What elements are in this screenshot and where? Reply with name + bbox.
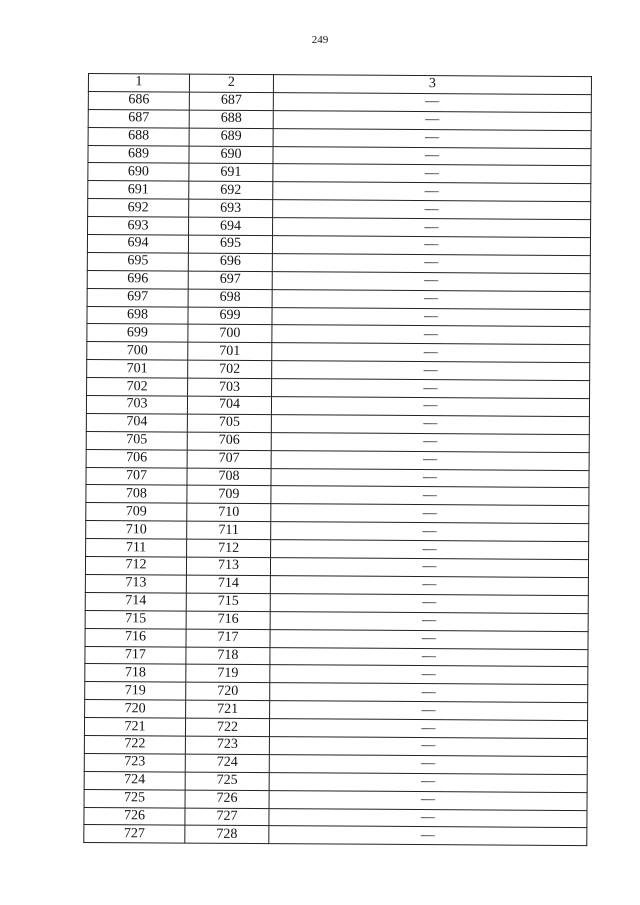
- table-cell-col-1: 710: [86, 521, 187, 540]
- table-cell-col-2: 701: [188, 342, 272, 360]
- table-cell-col-3: —: [271, 450, 589, 470]
- table-cell-col-3: —: [269, 826, 587, 846]
- table-cell-col-3: —: [273, 128, 591, 148]
- table-cell-col-2: 705: [187, 414, 271, 432]
- table-cell-col-3: —: [269, 790, 587, 810]
- table-cell-col-2: 702: [188, 360, 272, 378]
- table-cell-col-2: 725: [185, 772, 269, 790]
- table-cell-col-3: —: [273, 218, 591, 238]
- table-cell-col-1: 702: [87, 378, 188, 397]
- table-cell-col-3: —: [272, 325, 590, 345]
- table-cell-col-3: —: [271, 522, 589, 542]
- table-cell-col-1: 721: [84, 718, 185, 737]
- table-cell-col-2: 711: [187, 521, 271, 539]
- table-cell-col-2: 714: [186, 575, 270, 593]
- table-cell-col-3: —: [271, 432, 589, 452]
- table-cell-col-1: 696: [87, 270, 188, 289]
- table-cell-col-2: 713: [186, 557, 270, 575]
- table-cell-col-3: —: [272, 361, 590, 381]
- table-cell-col-3: —: [271, 397, 589, 417]
- table-cell-col-1: 711: [86, 539, 187, 558]
- table-cell-col-2: 716: [186, 611, 270, 629]
- table-cell-col-3: —: [270, 647, 588, 667]
- table-cell-col-2: 709: [187, 486, 271, 504]
- table-cell-col-3: —: [273, 182, 591, 202]
- table-cell-col-1: 700: [87, 342, 188, 361]
- table-cell-col-2: 688: [189, 110, 273, 128]
- table-cell-col-3: —: [270, 576, 588, 596]
- table-cell-col-3: —: [271, 486, 589, 506]
- table-cell-col-1: 703: [86, 396, 187, 415]
- table-cell-col-2: 696: [188, 253, 272, 271]
- table-cell-col-3: —: [269, 719, 587, 739]
- table-cell-col-1: 691: [88, 181, 189, 200]
- table-cell-col-2: 717: [186, 629, 270, 647]
- table-cell-col-1: 717: [85, 646, 186, 665]
- table-cell-col-3: —: [269, 737, 587, 757]
- table-cell-col-2: 719: [186, 664, 270, 682]
- table-cell-col-1: 718: [85, 664, 186, 683]
- table-cell-col-1: 694: [87, 235, 188, 254]
- table-cell-col-2: 726: [185, 790, 269, 808]
- table-cell-col-2: 720: [186, 682, 270, 700]
- table-cell-col-3: —: [271, 540, 589, 560]
- table-body: [84, 91, 592, 845]
- table-cell-col-2: 699: [188, 307, 272, 325]
- table-cell-col-2: 724: [185, 754, 269, 772]
- table-cell-col-2: 687: [189, 92, 273, 110]
- table-cell-col-1: 704: [86, 413, 187, 432]
- table-cell-col-1: 723: [84, 753, 185, 772]
- table-cell-col-2: 694: [189, 217, 273, 235]
- table-cell-col-2: 689: [189, 128, 273, 146]
- table-cell-col-3: —: [273, 164, 591, 184]
- table-cell-col-1: 719: [85, 682, 186, 701]
- table-cell-col-2: 718: [186, 647, 270, 665]
- column-header-3: 3: [273, 75, 591, 95]
- table-cell-col-2: 700: [188, 325, 272, 343]
- table-cell-col-2: 695: [188, 235, 272, 253]
- table-cell-col-2: 690: [189, 146, 273, 164]
- table-cell-col-1: 726: [84, 807, 185, 826]
- table-cell-col-1: 690: [88, 163, 189, 182]
- table-cell-col-3: —: [270, 611, 588, 631]
- table-cell-col-1: 725: [84, 789, 185, 808]
- table-cell-col-2: 728: [185, 826, 269, 844]
- table-cell-col-2: 721: [186, 700, 270, 718]
- table-cell-col-1: 727: [84, 825, 185, 844]
- table-cell-col-1: 707: [86, 467, 187, 486]
- table-cell-col-1: 715: [85, 610, 186, 629]
- table-cell-col-1: 701: [87, 360, 188, 379]
- page-number: 249: [311, 34, 329, 46]
- table-cell-col-3: —: [269, 772, 587, 792]
- table-cell-col-3: —: [273, 146, 591, 166]
- table-cell-col-1: 687: [88, 109, 189, 128]
- table-cell-col-3: —: [272, 307, 590, 327]
- table-cell-col-1: 692: [88, 199, 189, 218]
- table-cell-col-3: —: [273, 200, 591, 220]
- table-cell-col-1: 714: [85, 592, 186, 611]
- column-header-2: 2: [189, 74, 273, 92]
- table-cell-col-2: 692: [189, 181, 273, 199]
- table-cell-col-2: 712: [187, 539, 271, 557]
- table-cell-col-1: 706: [86, 449, 187, 468]
- table-cell-col-1: 699: [87, 324, 188, 343]
- table-cell-col-3: —: [270, 558, 588, 578]
- table-cell-col-2: 697: [188, 271, 272, 289]
- table-cell-col-2: 703: [188, 378, 272, 396]
- table-cell-col-2: 715: [186, 593, 270, 611]
- table-cell-col-1: 697: [87, 288, 188, 307]
- table-cell-col-1: 688: [88, 127, 189, 146]
- table-cell-col-1: 720: [85, 700, 186, 719]
- table-cell-col-2: 706: [187, 432, 271, 450]
- table-cell-col-3: —: [270, 629, 588, 649]
- table-cell-col-2: 710: [187, 503, 271, 521]
- table-cell-col-1: 708: [86, 485, 187, 504]
- table-cell-col-2: 698: [188, 289, 272, 307]
- table-cell-col-3: —: [273, 110, 591, 130]
- table-cell-col-1: 693: [88, 217, 189, 236]
- table-cell-col-3: —: [272, 343, 590, 363]
- table-cell-col-1: 698: [87, 306, 188, 325]
- table-cell-col-1: 689: [88, 145, 189, 164]
- table-cell-col-2: 708: [187, 468, 271, 486]
- table-cell-col-3: —: [269, 754, 587, 774]
- table-cell-col-1: 722: [84, 735, 185, 754]
- table-cell-col-2: 704: [187, 396, 271, 414]
- table-cell-col-3: —: [272, 379, 590, 399]
- table-cell-col-1: 695: [87, 252, 188, 271]
- table-cell-col-1: 713: [85, 574, 186, 593]
- table-row: [84, 825, 587, 846]
- data-table: [83, 73, 592, 846]
- table-cell-col-1: 709: [86, 503, 187, 522]
- table-cell-col-3: —: [273, 93, 591, 113]
- table-cell-col-3: —: [271, 415, 589, 435]
- table-cell-col-1: 724: [84, 771, 185, 790]
- table-cell-col-3: —: [271, 468, 589, 488]
- table-cell-col-3: —: [270, 701, 588, 721]
- table-cell-col-2: 722: [185, 718, 269, 736]
- column-header-1: 1: [88, 74, 189, 93]
- table-cell-col-1: 705: [86, 431, 187, 450]
- table-cell-col-1: 712: [85, 557, 186, 576]
- table-cell-col-3: —: [272, 236, 590, 256]
- table-cell-col-3: —: [270, 683, 588, 703]
- table-cell-col-3: —: [270, 593, 588, 613]
- table-cell-col-3: —: [270, 665, 588, 685]
- table-cell-col-1: 686: [88, 91, 189, 110]
- table-cell-col-3: —: [271, 504, 589, 524]
- table-cell-col-3: —: [272, 271, 590, 291]
- table-cell-col-3: —: [269, 808, 587, 828]
- table-cell-col-2: 693: [189, 199, 273, 217]
- table-cell-col-3: —: [272, 254, 590, 274]
- table-cell-col-2: 707: [187, 450, 271, 468]
- table-cell-col-2: 691: [189, 164, 273, 182]
- table-cell-col-2: 723: [185, 736, 269, 754]
- table-cell-col-2: 727: [185, 808, 269, 826]
- table-cell-col-1: 716: [85, 628, 186, 647]
- table-cell-col-3: —: [272, 289, 590, 309]
